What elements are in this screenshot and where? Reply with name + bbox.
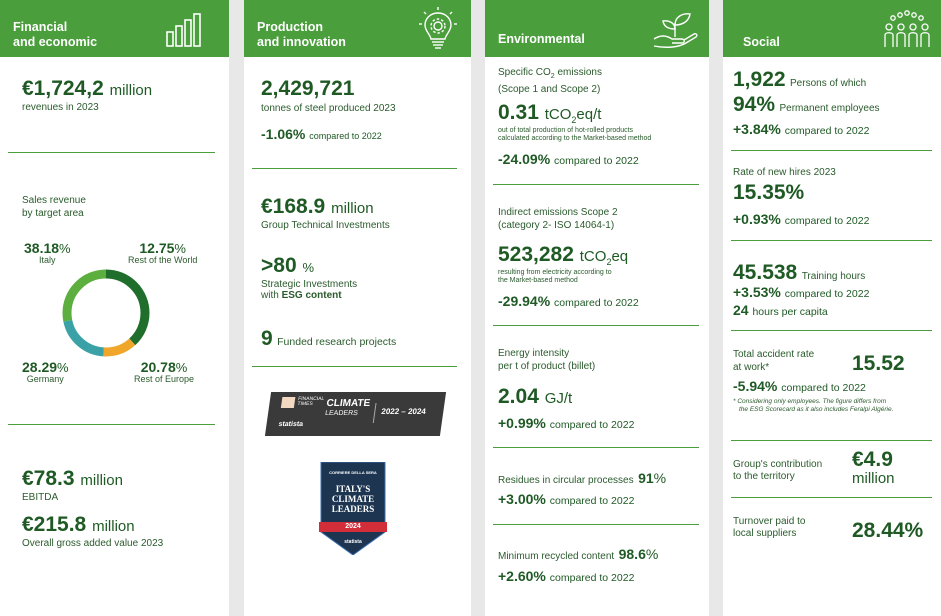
specific-emissions-note: out of total production of hot-rolled products calculated according to the Market-based method xyxy=(498,127,652,142)
donut-title: Sales revenue by target area xyxy=(22,195,86,219)
recycled-label: Minimum recycled content xyxy=(498,551,615,562)
divider xyxy=(252,168,457,169)
social-column: Social 1,922 Persons of which 94% Permanent employees +3.84% compared to 2022 Rate of new hires 2023 15.35% +0.93% compared to 2022 45.538 Training hours +3.53% compared to 2022 24 hours per capita Total accident rate at work* 15.52 -5.94% compared to 2022 * Considering only employees. The figure differs from the ESG Scorecard as it also includes Feralpi Algérie. Group's contribution to the territory €4.9 million Turnover paid to local suppliers 28.44% xyxy=(723,0,941,616)
financial-title: Financial and economic xyxy=(13,20,98,49)
contribution-label: Group's contribution to the territory xyxy=(733,459,823,482)
divider xyxy=(731,440,932,441)
environmental-header xyxy=(485,0,709,57)
persons-change: +3.84% xyxy=(733,121,781,137)
donut-label-germany: 28.29% Germany xyxy=(22,359,69,384)
donut-label-italy: 38.18% Italy xyxy=(24,240,71,265)
indirect-emissions-value: 523,282 xyxy=(498,243,574,266)
ebitda-value: €78.3 xyxy=(22,467,75,490)
esg-value: >80 xyxy=(261,254,297,277)
ft-climate-leaders-badge: FINANCIAL TIMES CLIMATE LEADERS statista 2022 – 2024 xyxy=(265,392,446,436)
indirect-emissions-change: -29.94% xyxy=(498,293,551,309)
persons-label: Persons of which xyxy=(790,78,867,89)
gva-label: Overall gross added value 2023 xyxy=(22,538,164,549)
energy-intensity-value: 2.04 xyxy=(498,385,539,408)
steel-value: 2,429,721 xyxy=(261,77,355,100)
contribution-unit: million xyxy=(852,470,895,487)
hires-label: Rate of new hires 2023 xyxy=(733,167,836,178)
revenue-label: revenues in 2023 xyxy=(22,102,99,113)
specific-emissions-title: Specific $CO_2$ emissions (Scope 1 and Scope 2) xyxy=(498,67,602,95)
social-title: Social xyxy=(743,35,780,49)
sales-donut-chart xyxy=(61,268,151,358)
divider xyxy=(252,366,457,367)
training-label: Training hours xyxy=(801,271,866,282)
turnover-value: 28.44% xyxy=(852,519,924,542)
divider xyxy=(8,152,215,153)
specific-emissions-change: -24.09% xyxy=(498,151,551,167)
ebitda-label: EBITDA xyxy=(22,492,59,503)
financial-column: Financial and economic €1,724,2 million revenues in 2023 Sales revenue by target area 38.18% Italy 12.75% Rest of the World 28.29% Germany 20.78% Rest of Europe €78.3 million EBITDA €215.8 million Overall gross added value 2023 xyxy=(0,0,229,616)
training-change: +3.53% xyxy=(733,284,781,300)
residues-change: +3.00% xyxy=(498,491,546,507)
persons-value: 1,922 xyxy=(733,68,786,91)
accident-value: 15.52 xyxy=(852,352,905,375)
plant-hand-icon xyxy=(652,9,698,49)
ft-logo xyxy=(281,397,296,408)
divider xyxy=(8,424,215,425)
indirect-emissions-note: resulting from electricity according to the Market-based method xyxy=(498,269,612,284)
divider xyxy=(493,524,699,525)
people-group-icon xyxy=(883,9,931,49)
research-value: 9 xyxy=(261,327,273,350)
divider xyxy=(731,150,932,151)
gva-value: €215.8 xyxy=(22,513,87,536)
per-capita-value: 24 xyxy=(733,302,749,318)
esg-content-label: ESG content xyxy=(281,290,342,301)
divider xyxy=(731,240,932,241)
social-header xyxy=(723,0,941,57)
specific-emissions-value: 0.31 xyxy=(498,101,539,124)
divider xyxy=(493,325,699,326)
production-title: Production and innovation xyxy=(257,20,346,49)
recycled-value: 98.6 xyxy=(618,546,646,562)
divider xyxy=(493,184,699,185)
divider xyxy=(731,497,932,498)
investments-value: €168.9 xyxy=(261,195,326,218)
bar-chart-icon xyxy=(165,12,205,48)
production-header xyxy=(244,0,471,57)
italys-climate-leaders-badge: CORRIERE DELLA SERA ITALY'S CLIMATE LEADERS 2024 statista xyxy=(319,462,387,555)
recycled-change: +2.60% xyxy=(498,568,546,584)
energy-intensity-title: Energy intensity per t of product (billet) xyxy=(498,348,596,372)
financial-header xyxy=(0,0,229,57)
indirect-emissions-title: Indirect emissions Scope 2 (category 2- ISO 14064-1) xyxy=(498,207,618,231)
residues-value: 91 xyxy=(638,470,654,486)
energy-intensity-change: +0.99% xyxy=(498,415,546,431)
steel-change: -1.06% xyxy=(261,126,306,142)
accident-change: -5.94% xyxy=(733,378,778,394)
revenue-value: €1,724,2 xyxy=(22,77,104,100)
hires-value: 15.35% xyxy=(733,181,805,204)
turnover-label: Turnover paid to local suppliers xyxy=(733,516,806,539)
donut-label-rest-of-world: 12.75% Rest of the World xyxy=(128,240,198,265)
hires-change: +0.93% xyxy=(733,211,781,227)
steel-label: tonnes of steel produced 2023 xyxy=(261,103,396,114)
accident-footnote: * Considering only employees. The figure differs from the ESG Scorecard as it also includes Feralpi Algérie. xyxy=(733,398,894,413)
environmental-title: Environmental xyxy=(498,32,585,46)
investments-label: Group Technical Investments xyxy=(261,220,390,231)
environmental-column: Environmental Specific $CO_2$ emissions (Scope 1 and Scope 2) 0.31 tCO$_2$eq/t out of total production of hot-rolled products calculated according to the Market-based method -24.09% compared to 2022 Indirect emissions Scope 2 (category 2- ISO 14064-1) 523,282 tCO$_2$eq resulting from electricity according to the Market-based method -29.94% compared to 2022 Energy intensity per t of product (billet) 2.04 GJ/t +0.99% compared to 2022 Residues in circular processes 91% +3.00% compared to 2022 Minimum recycled content 98.6% +2.60% compared to 2022 xyxy=(485,0,709,616)
lightbulb-gear-icon xyxy=(418,7,458,51)
permanent-value: 94% xyxy=(733,93,776,116)
accident-label: Total accident rate at work* xyxy=(733,349,815,373)
divider xyxy=(731,330,932,331)
divider xyxy=(493,447,699,448)
permanent-label: Permanent employees xyxy=(779,103,880,114)
donut-label-rest-of-europe: 20.78% Rest of Europe xyxy=(134,359,195,384)
contribution-value: €4.9 xyxy=(852,448,893,471)
revenue-unit: million xyxy=(109,82,153,99)
training-value: 45.538 xyxy=(733,261,798,284)
research-label: Funded research projects xyxy=(277,336,397,348)
residues-label: Residues in circular processes xyxy=(498,475,634,486)
production-column: Production and innovation 2,429,721 tonnes of steel produced 2023 -1.06% compared to 2022 €168.9 million Group Technical Investments >80 % Strategic Investments with ESG content 9 Funded research projects FINANCIAL TIMES CLIMATE LEADERS statista 2022 – 2024 CORRIERE DELLA SERA ITALY'S CLIMATE LEADERS 2024 statista xyxy=(244,0,471,616)
